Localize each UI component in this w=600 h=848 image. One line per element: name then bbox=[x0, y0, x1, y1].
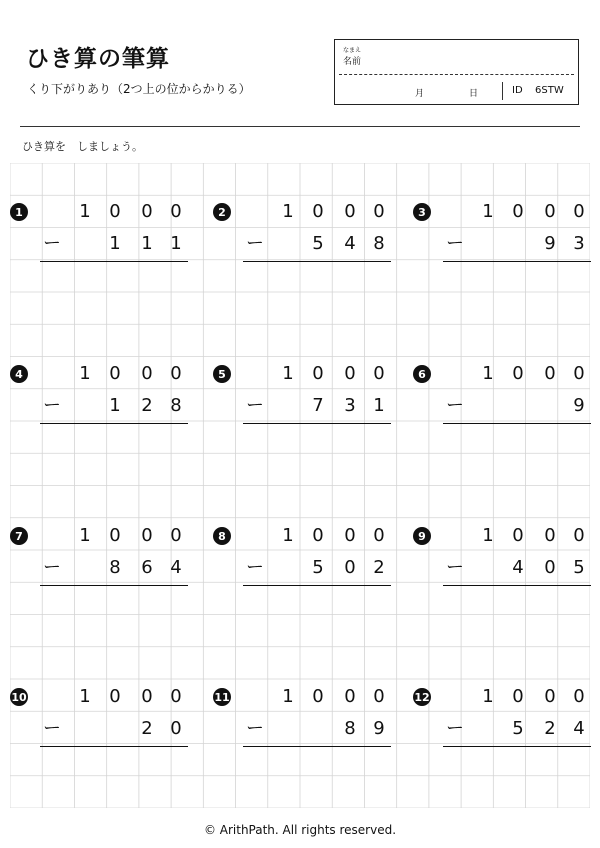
subtrahend-digit: 1 bbox=[109, 233, 121, 254]
answer-cell[interactable] bbox=[101, 749, 129, 777]
minuend-digit: 1 bbox=[79, 686, 91, 707]
answer-cell[interactable] bbox=[565, 264, 593, 292]
minuend-digit: 0 bbox=[344, 201, 356, 222]
subtrahend-digit bbox=[73, 232, 97, 256]
subtrahend-digit bbox=[476, 394, 500, 418]
answer-cell[interactable] bbox=[504, 264, 532, 292]
minuend-digit: 0 bbox=[512, 363, 524, 384]
answer-cell[interactable] bbox=[71, 264, 99, 292]
problem-number: 8 bbox=[213, 527, 231, 545]
problem-number: 10 bbox=[10, 688, 28, 706]
answer-cell[interactable] bbox=[504, 588, 532, 616]
subtrahend-digit: 4 bbox=[512, 557, 524, 578]
answer-cell[interactable] bbox=[71, 426, 99, 454]
minuend-digit: 0 bbox=[141, 525, 153, 546]
minuend-digit: 0 bbox=[170, 363, 182, 384]
minus-sign: ー bbox=[246, 395, 264, 416]
minuend-digit: 0 bbox=[109, 201, 121, 222]
instruction-text: ひき算を しましょう。 bbox=[22, 140, 143, 153]
answer-cell[interactable] bbox=[474, 588, 502, 616]
problem-number: 5 bbox=[213, 365, 231, 383]
minuend-digit: 0 bbox=[512, 686, 524, 707]
answer-cell[interactable] bbox=[101, 264, 129, 292]
page-title: ひき算の筆算 bbox=[26, 46, 170, 72]
answer-cell[interactable] bbox=[474, 264, 502, 292]
answer-cell[interactable] bbox=[162, 426, 190, 454]
answer-cell[interactable] bbox=[274, 426, 302, 454]
minus-sign: ー bbox=[446, 718, 464, 739]
minus-sign: ー bbox=[446, 233, 464, 254]
answer-cell[interactable] bbox=[71, 588, 99, 616]
subtrahend-digit: 6 bbox=[141, 557, 153, 578]
worksheet-grid bbox=[10, 163, 590, 808]
subtrahend-digit bbox=[306, 717, 330, 741]
minus-sign: ー bbox=[43, 718, 61, 739]
subtrahend-digit: 5 bbox=[512, 718, 524, 739]
answer-cell[interactable] bbox=[336, 588, 364, 616]
subtrahend-digit: 8 bbox=[373, 233, 385, 254]
minus-sign: ー bbox=[43, 395, 61, 416]
subtrahend-digit bbox=[103, 717, 127, 741]
minuend-digit: 1 bbox=[282, 201, 294, 222]
header-divider bbox=[20, 126, 580, 127]
subtrahend-digit: 0 bbox=[344, 557, 356, 578]
minuend-digit: 0 bbox=[373, 525, 385, 546]
answer-cell[interactable] bbox=[162, 264, 190, 292]
minuend-digit: 0 bbox=[109, 525, 121, 546]
answer-cell[interactable] bbox=[274, 264, 302, 292]
subtrahend-digit: 3 bbox=[573, 233, 585, 254]
minus-sign: ー bbox=[43, 557, 61, 578]
minuend-digit: 0 bbox=[573, 363, 585, 384]
subtrahend-digit bbox=[73, 717, 97, 741]
answer-cell[interactable] bbox=[304, 749, 332, 777]
problem-number: 9 bbox=[413, 527, 431, 545]
minuend-digit: 0 bbox=[512, 201, 524, 222]
subtrahend-digit bbox=[276, 717, 300, 741]
subtrahend-digit: 2 bbox=[373, 557, 385, 578]
subtrahend-digit bbox=[476, 556, 500, 580]
subtrahend-digit: 5 bbox=[312, 557, 324, 578]
answer-cell[interactable] bbox=[565, 588, 593, 616]
subtrahend-digit: 8 bbox=[170, 395, 182, 416]
minuend-digit: 1 bbox=[482, 686, 494, 707]
name-furigana: なまえ bbox=[343, 47, 362, 54]
answer-cell[interactable] bbox=[365, 588, 393, 616]
subtrahend-digit: 5 bbox=[312, 233, 324, 254]
answer-cell[interactable] bbox=[565, 426, 593, 454]
minuend-digit: 0 bbox=[344, 363, 356, 384]
subtrahend-digit: 2 bbox=[544, 718, 556, 739]
minuend-digit: 1 bbox=[282, 363, 294, 384]
answer-line bbox=[243, 423, 391, 424]
copyright-footer: © ArithPath. All rights reserved. bbox=[203, 823, 397, 837]
subtrahend-digit: 1 bbox=[170, 233, 182, 254]
minuend-digit: 0 bbox=[141, 363, 153, 384]
subtrahend-digit: 4 bbox=[170, 557, 182, 578]
answer-cell[interactable] bbox=[474, 426, 502, 454]
subtrahend-digit bbox=[73, 394, 97, 418]
minuend-digit: 1 bbox=[79, 201, 91, 222]
answer-cell[interactable] bbox=[336, 749, 364, 777]
answer-cell[interactable] bbox=[162, 588, 190, 616]
answer-line bbox=[243, 585, 391, 586]
subtrahend-digit bbox=[276, 232, 300, 256]
problem-number: 6 bbox=[413, 365, 431, 383]
subtrahend-digit: 3 bbox=[344, 395, 356, 416]
answer-cell[interactable] bbox=[274, 588, 302, 616]
minuend-digit: 0 bbox=[373, 686, 385, 707]
minuend-digit: 1 bbox=[282, 525, 294, 546]
problem-number: 7 bbox=[10, 527, 28, 545]
subtrahend-digit: 1 bbox=[141, 233, 153, 254]
minuend-digit: 0 bbox=[573, 686, 585, 707]
answer-line bbox=[443, 746, 591, 747]
minuend-digit: 0 bbox=[141, 201, 153, 222]
answer-line bbox=[243, 746, 391, 747]
answer-line bbox=[243, 261, 391, 262]
subtrahend-digit bbox=[538, 394, 562, 418]
answer-cell[interactable] bbox=[536, 426, 564, 454]
subtrahend-digit bbox=[506, 232, 530, 256]
minuend-digit: 1 bbox=[79, 363, 91, 384]
answer-cell[interactable] bbox=[71, 749, 99, 777]
answer-line bbox=[40, 585, 188, 586]
answer-cell[interactable] bbox=[162, 749, 190, 777]
subtrahend-digit: 5 bbox=[573, 557, 585, 578]
subtrahend-digit bbox=[476, 232, 500, 256]
minuend-digit: 1 bbox=[79, 525, 91, 546]
subtrahend-digit: 8 bbox=[109, 557, 121, 578]
answer-cell[interactable] bbox=[336, 426, 364, 454]
answer-line bbox=[40, 261, 188, 262]
minus-sign: ー bbox=[43, 233, 61, 254]
subtrahend-digit: 9 bbox=[573, 395, 585, 416]
minus-sign: ー bbox=[446, 557, 464, 578]
minuend-digit: 1 bbox=[482, 201, 494, 222]
answer-cell[interactable] bbox=[101, 426, 129, 454]
answer-cell[interactable] bbox=[133, 264, 161, 292]
answer-cell[interactable] bbox=[274, 749, 302, 777]
subtrahend-digit: 2 bbox=[141, 395, 153, 416]
minuend-digit: 0 bbox=[170, 686, 182, 707]
answer-line bbox=[443, 585, 591, 586]
name-box bbox=[334, 39, 579, 105]
subtrahend-digit: 9 bbox=[373, 718, 385, 739]
problem-number: 3 bbox=[413, 203, 431, 221]
subtrahend-digit bbox=[276, 394, 300, 418]
name-label: 名前 bbox=[343, 57, 362, 67]
answer-cell[interactable] bbox=[536, 588, 564, 616]
minus-sign: ー bbox=[246, 718, 264, 739]
answer-cell[interactable] bbox=[474, 749, 502, 777]
minuend-digit: 0 bbox=[373, 363, 385, 384]
minuend-digit: 0 bbox=[109, 363, 121, 384]
subtrahend-digit: 1 bbox=[109, 395, 121, 416]
answer-line bbox=[443, 423, 591, 424]
problem-number: 12 bbox=[413, 688, 431, 706]
id-divider bbox=[502, 82, 503, 100]
answer-cell[interactable] bbox=[336, 264, 364, 292]
answer-cell[interactable] bbox=[101, 588, 129, 616]
minuend-digit: 0 bbox=[312, 686, 324, 707]
id-value: 6STW bbox=[535, 85, 564, 96]
answer-line bbox=[443, 261, 591, 262]
subtrahend-digit: 8 bbox=[344, 718, 356, 739]
subtrahend-digit: 0 bbox=[170, 718, 182, 739]
minuend-digit: 0 bbox=[170, 525, 182, 546]
minuend-digit: 0 bbox=[312, 363, 324, 384]
subtrahend-digit bbox=[73, 556, 97, 580]
subtrahend-digit: 2 bbox=[141, 718, 153, 739]
minuend-digit: 0 bbox=[544, 686, 556, 707]
problem-number: 4 bbox=[10, 365, 28, 383]
subtrahend-digit: 1 bbox=[373, 395, 385, 416]
minuend-digit: 1 bbox=[482, 363, 494, 384]
minus-sign: ー bbox=[446, 395, 464, 416]
subtrahend-digit: 4 bbox=[573, 718, 585, 739]
answer-cell[interactable] bbox=[504, 426, 532, 454]
minuend-digit: 1 bbox=[482, 525, 494, 546]
answer-cell[interactable] bbox=[536, 749, 564, 777]
minuend-digit: 1 bbox=[282, 686, 294, 707]
page-subtitle: くり下がりあり（2つ上の位からかりる） bbox=[27, 82, 251, 96]
minuend-digit: 0 bbox=[312, 525, 324, 546]
problem-number: 1 bbox=[10, 203, 28, 221]
minuend-digit: 0 bbox=[544, 525, 556, 546]
answer-cell[interactable] bbox=[365, 426, 393, 454]
subtrahend-digit bbox=[506, 394, 530, 418]
minuend-digit: 0 bbox=[573, 525, 585, 546]
id-label: ID bbox=[512, 85, 523, 96]
answer-cell[interactable] bbox=[536, 264, 564, 292]
minuend-digit: 0 bbox=[544, 363, 556, 384]
answer-cell[interactable] bbox=[365, 264, 393, 292]
minuend-digit: 0 bbox=[141, 686, 153, 707]
subtrahend-digit bbox=[476, 717, 500, 741]
answer-cell[interactable] bbox=[133, 588, 161, 616]
answer-cell[interactable] bbox=[365, 749, 393, 777]
subtrahend-digit: 0 bbox=[544, 557, 556, 578]
answer-cell[interactable] bbox=[304, 264, 332, 292]
name-writing-line[interactable] bbox=[339, 74, 574, 75]
answer-cell[interactable] bbox=[304, 588, 332, 616]
minuend-digit: 0 bbox=[344, 525, 356, 546]
subtrahend-digit: 4 bbox=[344, 233, 356, 254]
minuend-digit: 0 bbox=[573, 201, 585, 222]
answer-cell[interactable] bbox=[133, 426, 161, 454]
problem-number: 11 bbox=[213, 688, 231, 706]
month-label: 月 bbox=[415, 89, 425, 99]
minuend-digit: 0 bbox=[373, 201, 385, 222]
minuend-digit: 0 bbox=[344, 686, 356, 707]
answer-line bbox=[40, 423, 188, 424]
answer-line bbox=[40, 746, 188, 747]
answer-cell[interactable] bbox=[133, 749, 161, 777]
minuend-digit: 0 bbox=[170, 201, 182, 222]
answer-cell[interactable] bbox=[565, 749, 593, 777]
minuend-digit: 0 bbox=[109, 686, 121, 707]
subtrahend-digit: 9 bbox=[544, 233, 556, 254]
day-label: 日 bbox=[469, 89, 479, 99]
minuend-digit: 0 bbox=[544, 201, 556, 222]
subtrahend-digit: 7 bbox=[312, 395, 324, 416]
minuend-digit: 0 bbox=[512, 525, 524, 546]
answer-cell[interactable] bbox=[304, 426, 332, 454]
subtrahend-digit bbox=[276, 556, 300, 580]
minus-sign: ー bbox=[246, 557, 264, 578]
problem-number: 2 bbox=[213, 203, 231, 221]
answer-cell[interactable] bbox=[504, 749, 532, 777]
minus-sign: ー bbox=[246, 233, 264, 254]
minuend-digit: 0 bbox=[312, 201, 324, 222]
